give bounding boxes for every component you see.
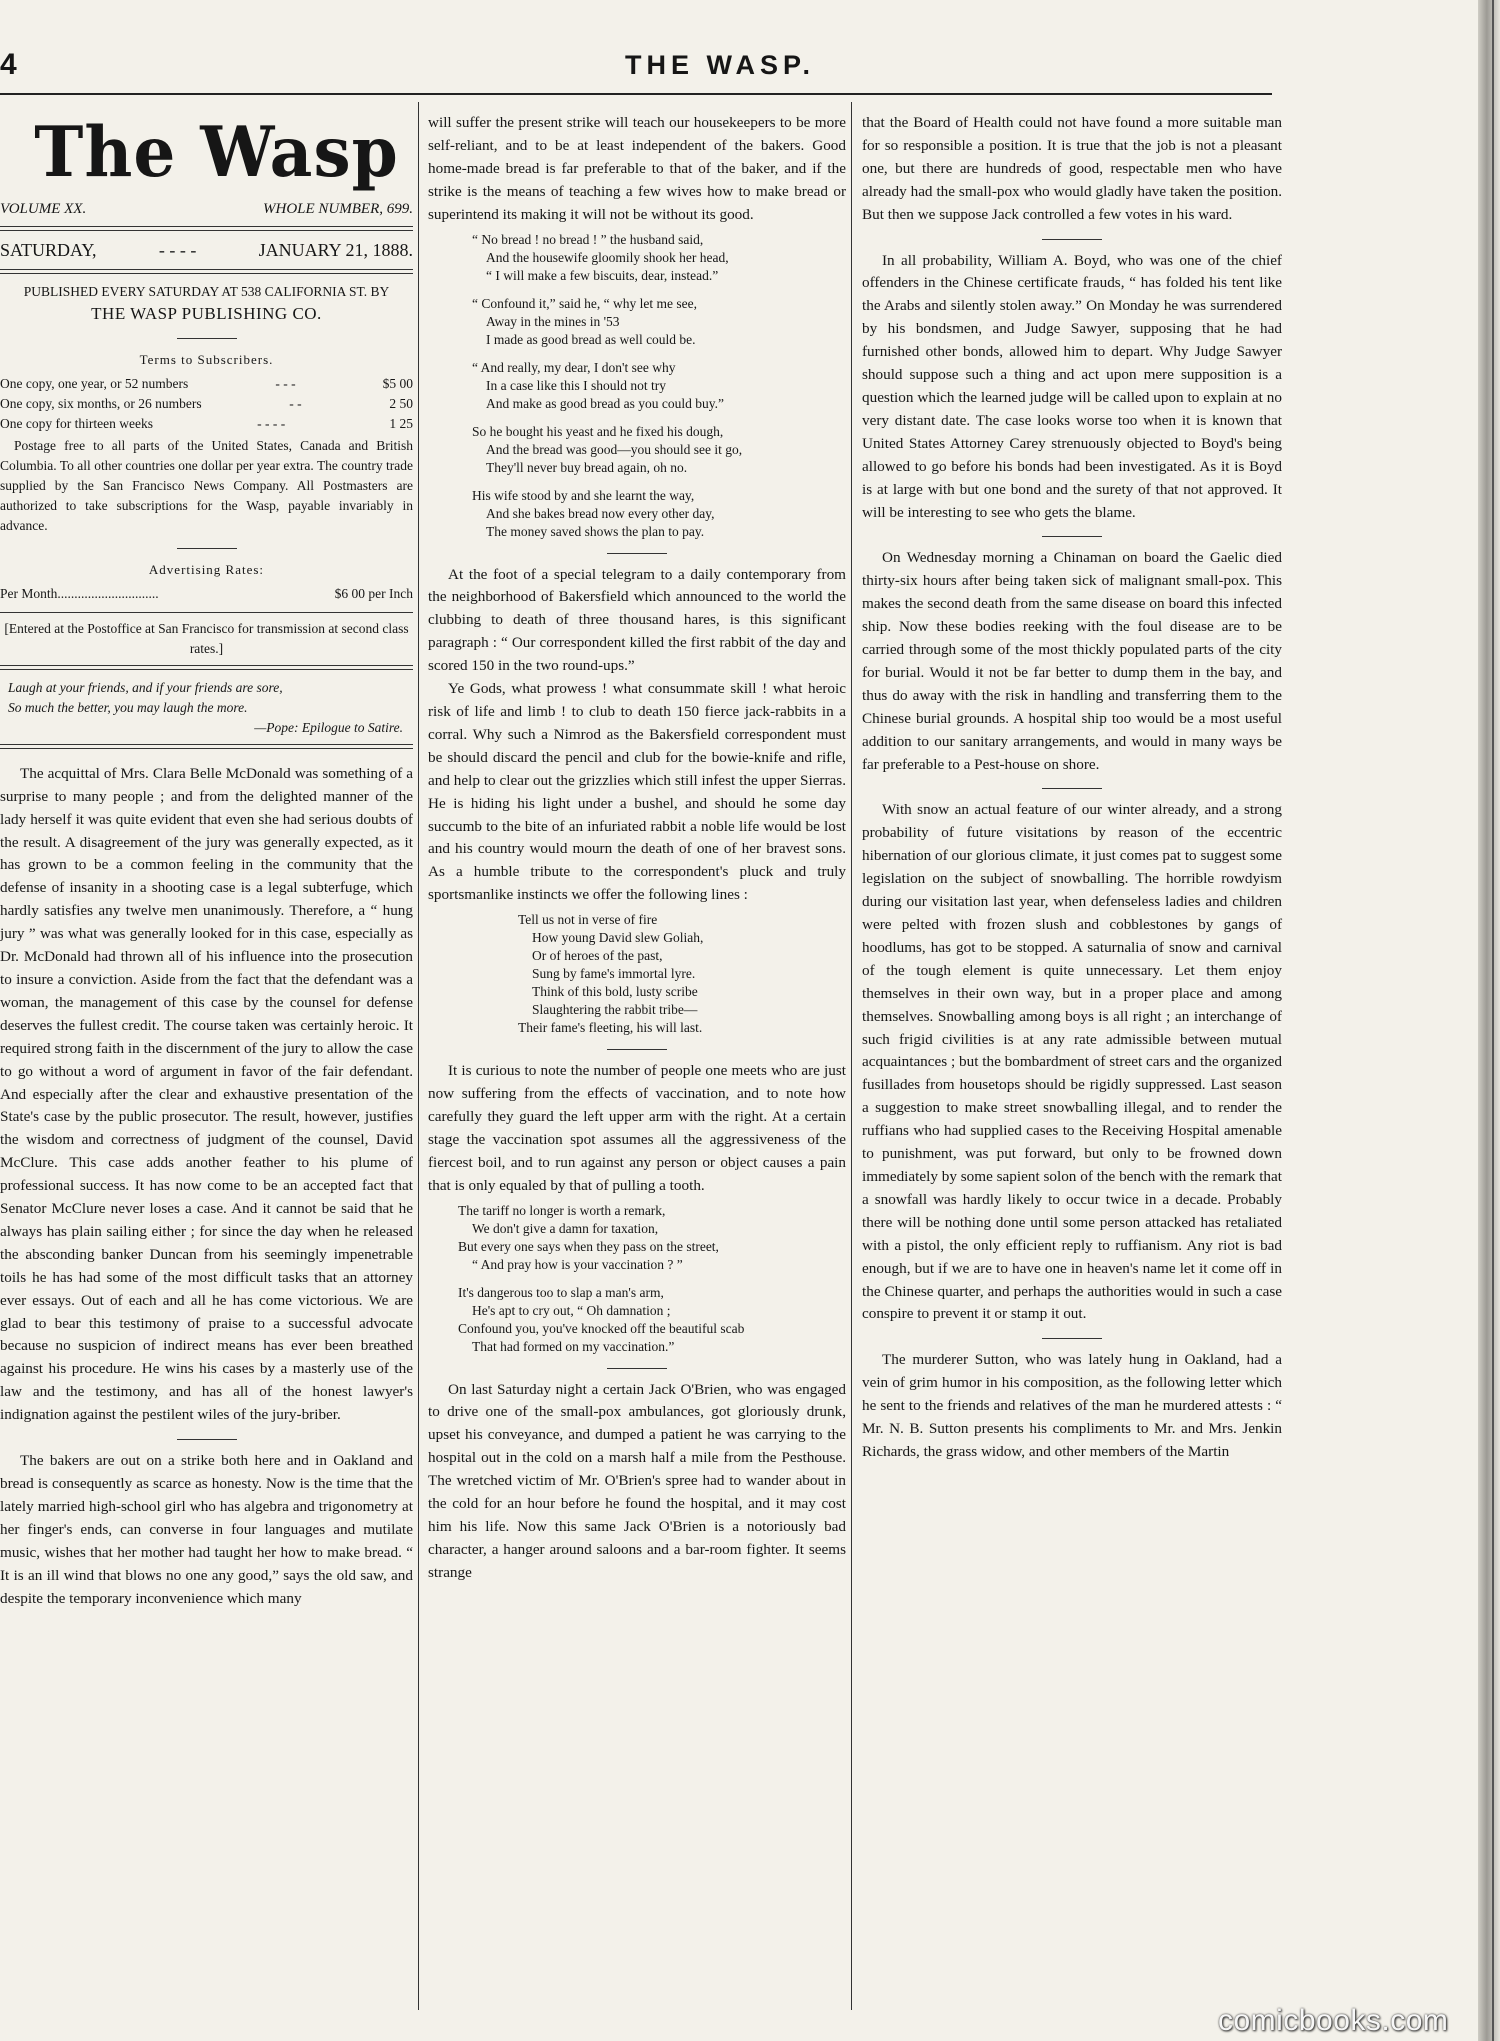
epigraph — [8, 678, 413, 738]
article-paragraph: On Wednesday morning a Chinaman on board the Gaelic died thirty-six hours after being taken sick of malignant small-pox. This makes the second death from the same disease on board this infected ship. Now these bodies reeking with the foul disease are to be carried through some of the most thickly populated parts of the city for burial. Would it not be far better to dump them in the bay, and thus do away with the risk in handling and transferring them to the Chinese burial grounds. A hospital ship too would be a most useful addition to our sanitary arrangements, and would in many ways be far preferable to a Pest-house on shore. — [862, 549, 1282, 773]
article-paragraph: The bakers are out on a strike both here and in Oakland and bread is consequently as scarce as honesty. Now is the time that the lately married high-school girl who has algebra and trigonometry at her finger's ends, can converse in four languages and mutilate music, wishes that her mother had taught her how to make bread. “ It is an ill wind that blows no one any good,” says the old saw, and despite the temporary inconvenience which many — [0, 1452, 413, 1607]
goliah-poem — [518, 911, 846, 1037]
divider — [1042, 239, 1102, 240]
article-paragraph: It is curious to note the number of people one meets who are just now suffering from the effects of vaccination, and to note how carefully they guard the left upper arm with the right. At a certain stage the vaccination spot assumes all the aggressiveness of the fiercest boil, and to run against any person or object causes a pain that is only equaled by that of pulling a tooth. — [428, 1062, 846, 1194]
poem-line: They'll never buy bread again, oh no. — [486, 459, 688, 475]
terms-price: 2 50 — [389, 395, 413, 411]
poem-line: Confound you, you've knocked off the beautiful scab — [458, 1320, 745, 1336]
divider — [607, 553, 667, 554]
terms-heading: Terms to Subscribers. — [139, 352, 274, 367]
poem-stanza — [472, 487, 846, 541]
bread-poem — [472, 231, 846, 541]
column-2 — [428, 112, 846, 1585]
poem-line: That had formed on my vaccination.” — [472, 1338, 675, 1354]
poem-stanza — [472, 295, 846, 349]
vaccination-poem — [458, 1202, 846, 1356]
divider — [177, 548, 237, 549]
poem-line: The tariff no longer is worth a remark, — [458, 1202, 666, 1218]
date-dashes: - - - - — [158, 240, 197, 260]
masthead-title: The Wasp — [34, 111, 399, 193]
date-line — [0, 231, 413, 269]
terms-row — [0, 394, 413, 414]
article-paragraph: The murderer Sutton, who was lately hung in Oakland, had a vein of grim humor in his composition, as the following letter which he sent to the friends and relatives of the man he murdered attests : “ Mr. N. B. Sutton presents his compliments to Mr. and Mrs. Jenkin Richards, the grass widow, and other members of the Martin — [862, 1351, 1282, 1460]
column-rule-2 — [851, 102, 852, 2010]
article-paragraph: The acquittal of Mrs. Clara Belle McDonald was something of a surprise to many people ; and from the delighted manner of the lady herself it was quite evident that even she had serious doubts of the result. A disagreement of the jury was generally expected, as it has grown to be a common feeling in the community that the defense of insanity in a shooting case is a legal subterfuge, which hardly satisfies any twelve men unanimously. Therefore, a “ hung jury ” was what was generally looked for in this case, especially as Dr. McDonald had thrown all of his influence into the prosecution to insure a conviction. Aside from the fact that the defendant was a woman, the management of this case by the counsel for defense deserves the fullest credit. The course taken was certainly heroic. It required strong faith in the discernment of the jury to allow the case to go without a word of argument in favor of the fair defendant. And especially after the clear and exhaustive presentation of the State's case by the public prosecutor. The result, however, justifies the wisdom and correctness of judgment of the counsel, David McClure. This case adds another feather to his plume of professional success. It has now come to be an accepted fact that Senator McClure never loses a case. And it cannot be said that he always has plain sailing either ; for since the day when he released the absconding banker Duncan from his seemingly impenetrable toils he has had some of the most difficult tasks that an attorney ever essays. Out of each and all he has come victorious. We are glad to bear this testimony of praise to a successful advocate because no suspicion of indirect means has ever been breathed against his procedure. He wins his cases by a masterly use of the law and the testimony, and has all of the honest lawyer's indignation against the pestilent wiles of the jury-briber. — [0, 764, 413, 1424]
poem-line: “ And really, my dear, I don't see why — [472, 359, 676, 375]
epigraph-line: So much the better, you may laugh the more. — [8, 699, 248, 715]
entered-notice: [Entered at the Postoffice at San Francisco for transmission at second class rates.] — [4, 620, 409, 656]
article-paragraph: At the foot of a special telegram to a daily contemporary from the neighborhood of Bakersfield which announced to the world the clubbing to death of three thousand hares, is this significant paragraph : “ Our correspondent killed the first rabbit of the day and scored 150 in the two round-ups.” — [428, 565, 846, 675]
poem-line: His wife stood by and she learnt the way, — [472, 487, 695, 503]
epigraph-line: Laugh at your friends, and if your friends are sore, — [8, 679, 283, 695]
terms-row — [0, 414, 413, 434]
terms-dots: - - - — [275, 375, 296, 391]
divider — [1042, 788, 1102, 789]
running-title: THE WASP. — [624, 50, 816, 80]
poem-line: Or of heroes of the past, — [532, 948, 663, 964]
poem-line: We don't give a damn for taxation, — [472, 1220, 659, 1236]
terms-dots: - - — [289, 395, 302, 411]
poem-line: Slaughtering the rabbit tribe— — [532, 1002, 698, 1018]
publication-notice: PUBLISHED EVERY SATURDAY AT 538 CALIFORNIA ST. BY — [23, 284, 390, 299]
masthead-rule-2 — [0, 269, 413, 274]
issue-date: JANUARY 21, 1888. — [258, 240, 413, 260]
divider — [1042, 1338, 1102, 1339]
poem-line: Their fame's fleeting, his will last. — [518, 1020, 703, 1036]
advertising-label: Per Month.............................. — [0, 585, 159, 601]
poem-line: How young David slew Goliah, — [532, 930, 704, 946]
poem-line: And the bread was good—you should see it go, — [486, 441, 743, 457]
column-rule-1 — [418, 102, 419, 2010]
volume-line — [0, 198, 413, 220]
poem-line: Think of this bold, lusty scribe — [532, 984, 698, 1000]
poem-line: Sung by fame's immortal lyre. — [532, 966, 696, 982]
column-3 — [862, 112, 1282, 1464]
rule — [0, 744, 413, 749]
divider — [607, 1049, 667, 1050]
divider — [1042, 536, 1102, 537]
rule — [0, 665, 413, 670]
poem-stanza — [458, 1284, 846, 1356]
poem-line: The money saved shows the plan to pay. — [486, 523, 705, 539]
poem-line: “ No bread ! no bread ! ” the husband said, — [472, 231, 704, 247]
header-rule — [0, 93, 1272, 95]
terms-price: 1 25 — [389, 415, 413, 431]
article-paragraph: that the Board of Health could not have found a more suitable man for so responsible a position. It is true that the job is not a pleasant one, but there are hundreds of good, respectable men who have already had the small-pox who would gladly have taken the position. But then we suppose Jack controlled a few votes in his ward. — [862, 114, 1282, 223]
poem-stanza — [458, 1202, 846, 1274]
site-watermark: comicbooks.com — [1218, 2004, 1449, 2037]
poem-line: “ I will make a few biscuits, dear, instead.” — [486, 267, 719, 283]
poem-stanza — [472, 231, 846, 285]
poem-line: And she bakes bread now every other day, — [486, 505, 715, 521]
poem-line: “ Confound it,” said he, “ why let me see, — [472, 295, 697, 311]
terms-label: One copy, six months, or 26 numbers — [0, 395, 202, 411]
poem-line: Away in the mines in '53 — [486, 313, 620, 329]
poem-line: It's dangerous too to slap a man's arm, — [458, 1284, 664, 1300]
poem-line: “ And pray how is your vaccination ? ” — [472, 1256, 683, 1272]
terms-list — [0, 374, 413, 434]
poem-stanza — [472, 423, 846, 477]
article-paragraph: Ye Gods, what prowess ! what consummate skill ! what heroic risk of life and limb ! to club to death 150 fierce jack-rabbits in a corral. Why such a Nimrod as the Bakersfield correspondent must be should discard the pencil and club for the bowie-knife and rifle, and help to clear out the grizzlies which still infest the upper Sierras. He is hiding his light under a bushel, and should he some day succumb to the bite of an infuriated rabbit a noble life would be lost and his country would mourn the death of one of her bravest sons. As a humble tribute to the correspondent's pluck and truly sportsmanlike instincts we offer the following lines : — [428, 680, 846, 904]
terms-row — [0, 374, 413, 394]
volume: VOLUME XX. — [0, 201, 87, 217]
article-paragraph: will suffer the present strike will teach our housekeepers to be more self-reliant, and to be at least independent of the bakers. Good home-made bread is far preferable to that of the baker, and if the strike is the means of teaching a few wives how to make bread or superintend its making it will not be without its good. — [428, 114, 846, 223]
whole-number: WHOLE NUMBER, 699. — [263, 201, 413, 217]
poem-line: He's apt to cry out, “ Oh damnation ; — [472, 1302, 671, 1318]
advertising-price: $6 00 per Inch — [334, 585, 413, 601]
poem-line: And make as good bread as you could buy.” — [486, 395, 724, 411]
publisher-name: THE WASP PUBLISHING CO. — [91, 304, 322, 323]
advertising-heading: Advertising Rates: — [148, 561, 265, 577]
page-binding — [1478, 0, 1500, 2041]
column-1 — [0, 112, 413, 1610]
terms-label: One copy for thirteen weeks — [0, 415, 153, 431]
poem-line: So he bought his yeast and he fixed his dough, — [472, 423, 724, 439]
poem-line: I made as good bread as well could be. — [486, 331, 696, 347]
issue-day: SATURDAY, — [0, 240, 97, 260]
terms-price: $5 00 — [382, 375, 413, 391]
poem-line: Tell us not in verse of fire — [518, 912, 658, 928]
terms-label: One copy, one year, or 52 numbers — [0, 375, 189, 391]
article-paragraph: With snow an actual feature of our winter already, and a strong probability of future visitations by reason of the eccentric hibernation of our glorious climate, it just comes pat to suggest some legislation on the subject of snowballing. The horrible rowdyism during our visitation last year, when defenseless ladies and children were pelted with frozen slush and cobblestones by gangs of hoodlums, has got to be stopped. A saturnalia of snow and carnival of the tough element is quite unnecessary. Let them enjoy themselves in their own way, but in a proper place and among themselves. Snowballing among boys is all right ; an interchange of such frigid civilities is at any rate admissible between mutual acquaintances ; but the bombardment of street cars and the organized fusillades from housetops should be rigidly suppressed. Last season a suggestion to make street snowballing illegal, and to render the ruffians who had supplied cases to the Receiving Hospital amenable to punishment, was put forward, but only to be frowned down immediately by some sapient solon of the bench with the remark that a snowfall was hardly likely to occur twice in a decade. Probably there will be nothing done until some person attacked has retaliated with a pistol, the only efficient reply to ruffianism. Any riot is bad enough, but if we are to have one in heaven's name let it come off in the Chinese quarter, and perhaps the authorities would in such a case conspire to prevent it or stamp it out. — [862, 801, 1282, 1323]
divider — [177, 1439, 237, 1440]
poem-line: But every one says when they pass on the street, — [458, 1238, 719, 1254]
poem-stanza — [472, 359, 846, 413]
epigraph-attribution: —Pope: Epilogue to Satire. — [254, 719, 403, 735]
advertising-rate — [0, 584, 413, 604]
poem-line: In a case like this I should not try — [486, 377, 666, 393]
terms-dots: - - - - — [257, 415, 286, 431]
article-paragraph: In all probability, William A. Boyd, who was one of the chief offenders in the Chinese certificate frauds, “ has folded his tent like the Arabs and silently stolen away.” On Monday he was surrendered by his bondsmen, and Judge Sawyer, supposing that he had furnished other bonds, allowed him to depart. Why Judge Sawyer should suppose such a thing and act upon mere supposition is a question which the learned judge will be called upon to explain at no very distant date. The case looks worse too when it is known that United States Attorney Carey strenuously objected to Boyd's being allowed to go before his bonds had been investigated. As it is Boyd is at large with but one bond and the surety of that not approved. It will be interesting to see who gets the blame. — [862, 251, 1282, 521]
poem-line: And the housewife gloomily shook her head, — [486, 249, 729, 265]
postage-note: Postage free to all parts of the United States, Canada and British Columbia. To all other countries one dollar per year extra. The country trade supplied by the San Francisco News Company. All Postmasters are authorized to take subscriptions for the Wasp, payable invariably in advance. — [0, 437, 413, 533]
divider — [607, 1368, 667, 1369]
binding-edge — [1492, 0, 1494, 2041]
page-number: 4 — [0, 48, 17, 81]
divider — [177, 338, 237, 339]
rule — [0, 612, 413, 613]
article-paragraph: On last Saturday night a certain Jack O'Brien, who was engaged to drive one of the small-pox ambulances, got gloriously drunk, upset his conveyance, and dumped a patient he was carrying to the hospital out in the cold on a marsh half a mile from the Pesthouse. The wretched victim of Mr. O'Brien's spree had to wander about in the cold for an hour before he found the hospital, and it may cost him his life. Now this same Jack O'Brien is a notoriously bad character, a hanger around saloons and a bar-room fighter. It seems strange — [428, 1380, 846, 1581]
